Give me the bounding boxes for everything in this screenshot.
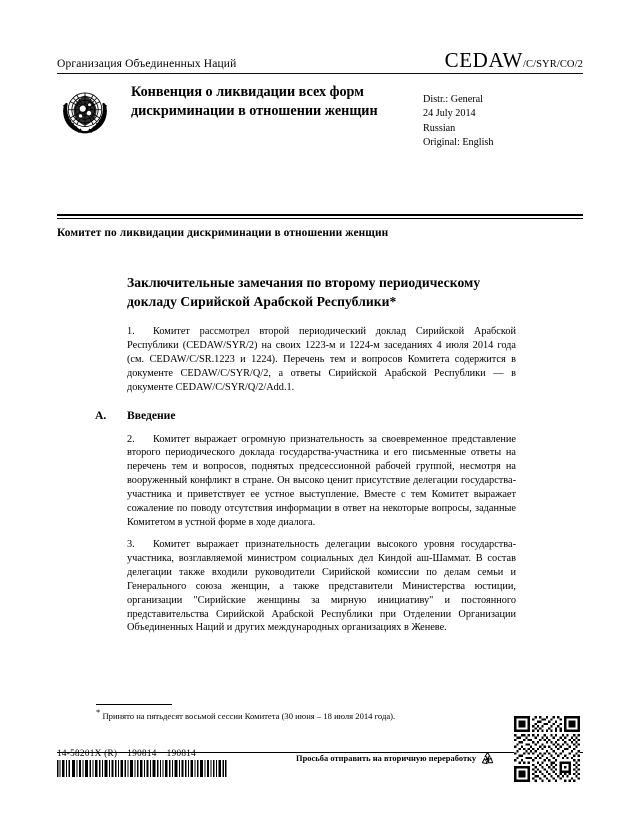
convention-title: Конвенция о ликвидации всех форм дискриминации в отношении женщин: [131, 84, 378, 119]
committee-divider-heavy: [57, 214, 583, 216]
footnote-text: Принято на пятьдесят восьмой сессии Комитета (30 июня – 18 июля 2014 года).: [102, 711, 396, 721]
job-number-line: [57, 748, 287, 758]
distribution-type: Distr.: General: [423, 94, 483, 105]
organization-name: Организация Объединенных Наций: [57, 58, 237, 71]
footnote-marker: *: [96, 707, 101, 718]
recycle-notice: [296, 750, 496, 767]
document-original-language: Original: English: [423, 137, 494, 149]
footnote: [96, 707, 516, 722]
recycle-text: Просьба отправить на вторичную переработку: [296, 754, 477, 763]
masthead-body: [57, 82, 583, 151]
document-symbol-suffix: /C/SYR/CO/2: [522, 59, 583, 70]
paragraph-number: 1.: [127, 326, 135, 338]
committee-block: [57, 214, 583, 241]
paragraph-text: Комитет выражает признательность делегации высокого уровня государства-участника, возглавляемой министром социальных дел Киндой аш-Шаммат. В состав делегации также входили руководители Сирийской комиссии по делам семьи и Генерального союза женщин, а также представители Министерства юстиции, организации "Сирийские женщины за мирную инициативу" и постоянного представительства Сирийской Арабской Республики при Отделении Организации Объединенных Наций и других международных организациях в Женеве.: [127, 539, 516, 634]
barcode: [57, 760, 227, 777]
job-number-block: [57, 748, 287, 777]
job-number: 14-58201X (R): [57, 748, 118, 758]
paragraph-1: [127, 325, 516, 394]
page-title: Заключительные замечания по второму периодическому докладу Сирийской Арабской Республики*: [127, 275, 481, 309]
distribution-info: [423, 82, 583, 151]
paragraph-number: 2.: [127, 433, 135, 445]
qr-code-block: [514, 716, 580, 782]
document-body: [95, 274, 516, 644]
section-heading-a: [95, 408, 516, 423]
committee-divider-thin: [57, 218, 583, 219]
footnote-separator: [96, 704, 172, 705]
date-code-1: 190814: [127, 748, 157, 758]
masthead-divider: [57, 73, 583, 74]
recycle-icon: [479, 750, 496, 767]
section-letter: A.: [95, 409, 107, 423]
paragraph-text: Комитет выражает огромную признательность за своевременное представление второго периодического доклада государства-участника и его письменные ответы на перечень тем и вопросов, поднятых предсессионной рабочей группой, несмотря на вооруженный конфликт в стране. Он высоко ценит присутствие делегации государства-участника и приветствует ее устное выступление. Вместе с тем Комитет выражает сожаление по поводу отсутствия информации в ответ на некоторые вопросы, заданные Комитетом в устной форме в ходе диалога.: [127, 433, 516, 528]
emblem-container: [57, 82, 131, 151]
masthead: [57, 50, 583, 151]
committee-name: Комитет по ликвидации дискриминации в отношении женщин: [57, 226, 389, 239]
date-code-2: 190814: [166, 748, 197, 758]
masthead-top-row: [57, 50, 583, 73]
paragraph-text: Комитет рассмотрел второй периодический доклад Сирийской Арабской Республики (CEDAW/SYR/2) на своих 1223-м и 1224-м заседаниях 4 июля 2014 года (см. CEDAW/C/SR.1223 и 1224). Перечень тем и вопросов Комитета содержится в документе CEDAW/C/SYR/Q/2, а ответы Сирийской Арабской Республики — в документе CEDAW/C/SYR/Q/2/Add.1.: [127, 326, 516, 393]
qr-code: [514, 716, 580, 782]
section-title: Введение: [127, 409, 176, 423]
document-symbol-main: CEDAW: [444, 48, 523, 72]
paragraph-2: [127, 433, 516, 530]
paragraph-3: [127, 538, 516, 635]
paragraph-number: 3.: [127, 539, 135, 551]
document-symbol: [445, 50, 583, 71]
document-date: 24 July 2014: [423, 108, 476, 120]
document-language: Russian: [423, 122, 456, 134]
footnote-block: [96, 704, 516, 722]
un-emblem: [57, 84, 113, 140]
